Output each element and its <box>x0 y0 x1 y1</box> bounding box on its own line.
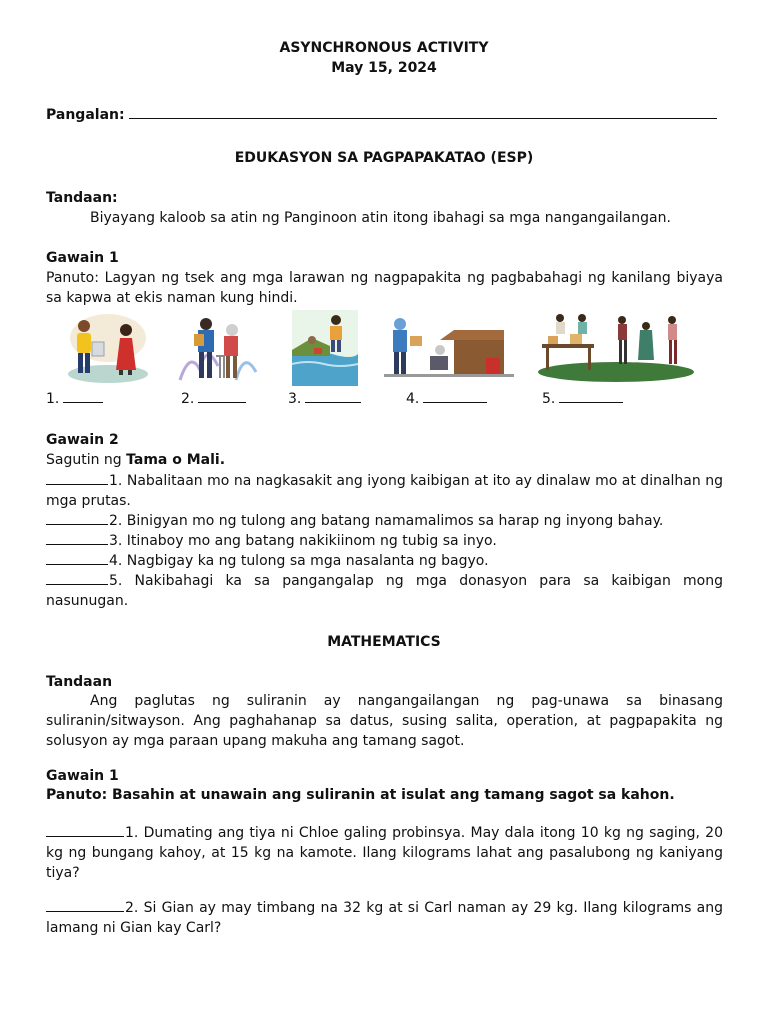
illustration-helping-elderly-icon <box>176 310 260 386</box>
activity-date: May 15, 2024 <box>331 60 437 76</box>
esp-gawain2-instruction: Sagutin ng Tama o Mali. <box>46 452 226 468</box>
math-problem-2: 2. Si Gian ay may timbang na 32 kg at si Carl naman ay 29 kg. Ilang kilograms ang lamang ni Gian kay Carl? <box>46 897 723 938</box>
esp-subject-heading: EDUKASYON SA PAGPAPAKATAO (ESP) <box>234 150 534 166</box>
illustration-polluting-river-icon <box>292 310 358 386</box>
esp-gawain1-instruction: Panuto: Lagyan ng tsek ang mga larawan ng nagpapakita ng pagbabahagi ng kanilang biyaya sa kapwa at ekis naman kung hindi. <box>46 270 723 306</box>
illustration-giving-box-icon <box>384 310 514 386</box>
name-label: Pangalan: <box>46 107 125 123</box>
name-blank[interactable] <box>129 104 717 119</box>
tama-mali-item-2: 2. Binigyan mo ng tulong ang batang namamalimos sa harap ng inyong bahay. <box>46 510 723 531</box>
math-problem-1: 1. Dumating ang tiya ni Chloe galing probinsya. May dala itong 10 kg ng saging, 20 kg ng bungang kahoy, at 15 kg na kamote. Ilang kilograms lahat ang pasalubong ng kaniyang tiya? <box>46 822 723 883</box>
esp-tandaan-text: Biyayang kaloob sa atin ng Panginoon atin itong ibahagi sa mga nangangailangan. <box>90 210 671 226</box>
picture-answer-3[interactable]: 3. <box>288 388 362 407</box>
picture-answer-2[interactable]: 2. <box>181 388 247 407</box>
esp-gawain2-label: Gawain 2 <box>46 432 119 448</box>
tama-mali-item-3: 3. Itinaboy mo ang batang nakikiinom ng tubig sa inyo. <box>46 530 723 551</box>
picture-answer-4[interactable]: 4. <box>406 388 488 407</box>
illustration-donation-drive-icon <box>536 310 694 386</box>
esp-tandaan-label: Tandaan: <box>46 190 118 206</box>
math-gawain1-instruction: Panuto: Basahin at unawain ang suliranin at isulat ang tamang sagot sa kahon. <box>46 787 675 803</box>
answer-blank[interactable] <box>46 530 108 545</box>
esp-gawain1-label: Gawain 1 <box>46 250 119 266</box>
tama-mali-item-4: 4. Nagbigay ka ng tulong sa mga nasalanta ng bagyo. <box>46 550 723 571</box>
picture-answer-row <box>46 388 726 408</box>
picture-answer-5[interactable]: 5. <box>542 388 624 407</box>
math-subject-heading: MATHEMATICS <box>327 634 441 650</box>
tama-mali-item-1: 1. Nabalitaan mo na nagkasakit ang iyong kaibigan at ito ay dinalaw mo at dinalhan ng mga prutas. <box>46 470 723 511</box>
math-tandaan-text: Ang paglutas ng suliranin ay nangangailangan ng pag-unawa sa binasang suliranin/sitwayson. Ang paghahanap sa datus, susing salita, operation, at pagpapakita ng solusyon ay mga paraan upang makuha ang tamang sagot. <box>46 693 723 749</box>
math-gawain1-label: Gawain 1 <box>46 768 119 784</box>
picture-row <box>46 310 726 388</box>
answer-blank[interactable] <box>46 550 108 565</box>
tama-mali-item-5: 5. Nakibahagi ka sa pangangalap ng mga donasyon para sa kaibigan mong nasunugan. <box>46 570 723 611</box>
activity-title: ASYNCHRONOUS ACTIVITY <box>279 40 489 56</box>
illustration-giving-bag-icon <box>64 310 150 386</box>
picture-answer-1[interactable]: 1. <box>46 388 104 407</box>
answer-blank[interactable] <box>46 897 124 912</box>
name-row <box>46 104 723 125</box>
math-tandaan-label: Tandaan <box>46 674 113 690</box>
answer-blank[interactable] <box>46 822 124 837</box>
answer-blank[interactable] <box>46 470 108 485</box>
answer-blank[interactable] <box>46 510 108 525</box>
answer-blank[interactable] <box>46 570 108 585</box>
